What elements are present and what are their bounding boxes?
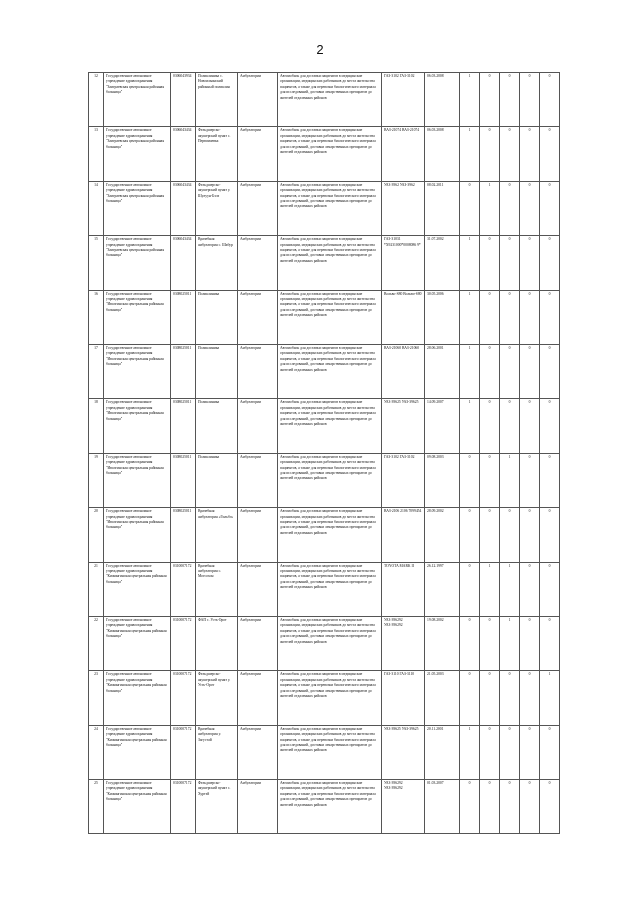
flag-4-cell: 0 (520, 236, 540, 290)
row-number-cell: 15 (89, 236, 104, 290)
flag-1-cell: 0 (460, 780, 480, 834)
flag-5-cell: 0 (540, 616, 560, 670)
inn-code-cell: 0308025011 (171, 399, 196, 453)
vehicle-model-cell: ГАЗ-3102 ГАЗ-3102 (382, 73, 425, 127)
vehicle-purpose-cell: Автомобиль для доставки пациентов в медицинские организации, медицинских работников до места жительства пациентов, а также для перевозки биологического материала для исследований, доставки лекарственных препаратов до жителей отдаленных районов (278, 671, 382, 725)
flag-2-cell: 0 (480, 127, 500, 181)
organization-name-cell: Государственное автономное учреждение здравоохранения "Кижингинская центральная районная больница" (104, 562, 171, 616)
vehicle-purpose-cell: Автомобиль для доставки пациентов в медицинские организации, медицинских работников до места жительства пациентов, а также для перевозки биологического материала для исследований, доставки лекарственных препаратов до жителей отдаленных районов (278, 453, 382, 507)
flag-5-cell: 0 (540, 181, 560, 235)
inn-code-cell: 0308025011 (171, 453, 196, 507)
table-row (89, 344, 560, 398)
flag-5-cell: 0 (540, 290, 560, 344)
facility-name-cell: Поликлиника (196, 290, 238, 344)
inn-code-cell: 0310007172 (171, 562, 196, 616)
flag-3-cell: 0 (500, 344, 520, 398)
vehicle-model-cell: УАЗ-396292 УАЗ-396292 (382, 780, 425, 834)
flag-3-cell: 0 (500, 236, 520, 290)
vehicle-purpose-cell: Автомобиль для доставки пациентов в медицинские организации, медицинских работников до места жительства пациентов, а также для перевозки биологического материала для исследований, доставки лекарственных препаратов до жителей отдаленных районов (278, 508, 382, 562)
flag-1-cell: 0 (460, 453, 480, 507)
table-row (89, 780, 560, 834)
vehicle-purpose-cell: Автомобиль для доставки пациентов в медицинские организации, медицинских работников до места жительства пациентов, а также для перевозки биологического материала для исследований, доставки лекарственных препаратов до жителей отдаленных районов (278, 290, 382, 344)
inn-code-cell: 0306043434 (171, 181, 196, 235)
row-number-cell: 16 (89, 290, 104, 344)
flag-4-cell: 0 (520, 671, 540, 725)
flag-4-cell: 0 (520, 127, 540, 181)
organization-name-cell: Государственное автономное учреждение здравоохранения "Кижингинская центральная районная больница" (104, 780, 171, 834)
flag-4-cell: 0 (520, 399, 540, 453)
flag-3-cell: 0 (500, 671, 520, 725)
flag-3-cell: 0 (500, 780, 520, 834)
flag-4-cell: 0 (520, 344, 540, 398)
table-row (89, 399, 560, 453)
flag-1-cell: 1 (460, 236, 480, 290)
vehicle-purpose-cell: Автомобиль для доставки пациентов в медицинские организации, медицинских работников до места жительства пациентов, а также для перевозки биологического материала для исследований, доставки лекарственных препаратов до жителей отдаленных районов (278, 236, 382, 290)
organization-name-cell: Государственное автономное учреждение здравоохранения "Иволгинская центральная районная больница" (104, 399, 171, 453)
row-number-cell: 22 (89, 616, 104, 670)
row-number-cell: 14 (89, 181, 104, 235)
vehicle-registry-table (88, 72, 560, 834)
flag-1-cell: 0 (460, 508, 480, 562)
flag-2-cell: 0 (480, 616, 500, 670)
registration-date-cell: 30.05.2006 (425, 290, 460, 344)
registration-date-cell: 28.06.2001 (425, 344, 460, 398)
flag-1-cell: 0 (460, 562, 480, 616)
flag-5-cell: 0 (540, 73, 560, 127)
vehicle-model-cell: ГАЗ-3102 ГАЗ-3102 (382, 453, 425, 507)
flag-5-cell: 0 (540, 399, 560, 453)
inn-code-cell: 0310007172 (171, 780, 196, 834)
registration-date-cell: 21.05.2003 (425, 671, 460, 725)
organization-name-cell: Государственное автономное учреждение здравоохранения "Иволгинская центральная районная больница" (104, 290, 171, 344)
flag-2-cell: 0 (480, 236, 500, 290)
flag-5-cell: 1 (540, 671, 560, 725)
organization-name-cell: Государственное автономное учреждение здравоохранения "Заиграевская центральная районная больница" (104, 236, 171, 290)
flag-2-cell: 0 (480, 508, 500, 562)
row-number-cell: 25 (89, 780, 104, 834)
facility-type-cell: Амбулатории (238, 399, 278, 453)
facility-name-cell: Врачебная амбулатория с. Шабур (196, 236, 238, 290)
flag-2-cell: 1 (480, 562, 500, 616)
table-row (89, 127, 560, 181)
flag-4-cell: 0 (520, 725, 540, 779)
facility-type-cell: Амбулатории (238, 562, 278, 616)
flag-1-cell: 1 (460, 725, 480, 779)
row-number-cell: 20 (89, 508, 104, 562)
table-row (89, 236, 560, 290)
flag-5-cell: 0 (540, 236, 560, 290)
facility-name-cell: Поликлиника (196, 399, 238, 453)
table-row (89, 671, 560, 725)
row-number-cell: 21 (89, 562, 104, 616)
flag-3-cell: 0 (500, 508, 520, 562)
flag-5-cell: 0 (540, 780, 560, 834)
facility-name-cell: Поликлиника (196, 453, 238, 507)
vehicle-purpose-cell: Автомобиль для доставки пациентов в медицинские организации, медицинских работников до места жительства пациентов, а также для перевозки биологического материала для исследований, доставки лекарственных препаратов до жителей отдаленных районов (278, 399, 382, 453)
inn-code-cell: 0306043934 (171, 73, 196, 127)
flag-3-cell: 0 (500, 725, 520, 779)
flag-4-cell: 0 (520, 181, 540, 235)
flag-4-cell: 0 (520, 508, 540, 562)
vehicle-model-cell: ГАЗ-3110 ГАЗ-3110 (382, 671, 425, 725)
registration-date-cell: 19.08.2002 (425, 616, 460, 670)
row-number-cell: 19 (89, 453, 104, 507)
vehicle-model-cell: УАЗ-396292 УАЗ-396292 (382, 616, 425, 670)
facility-name-cell: ФАП с. Усть-Орот (196, 616, 238, 670)
table-row (89, 562, 560, 616)
inn-code-cell: 0306043434 (171, 127, 196, 181)
flag-5-cell: 0 (540, 562, 560, 616)
flag-4-cell: 0 (520, 562, 540, 616)
flag-3-cell: 0 (500, 290, 520, 344)
vehicle-model-cell: ГАЗ-31031 *X9231000*0008086 9* (382, 236, 425, 290)
table-row (89, 290, 560, 344)
flag-2-cell: 0 (480, 453, 500, 507)
flag-2-cell: 0 (480, 73, 500, 127)
flag-2-cell: 0 (480, 671, 500, 725)
facility-name-cell: Врачебная амбулатория «Гильбэ» (196, 508, 238, 562)
inn-code-cell: 0308025011 (171, 290, 196, 344)
flag-4-cell: 0 (520, 453, 540, 507)
flag-2-cell: 1 (480, 181, 500, 235)
registration-date-cell: 06.03.2008 (425, 73, 460, 127)
flag-3-cell: 0 (500, 73, 520, 127)
flag-4-cell: 0 (520, 780, 540, 834)
organization-name-cell: Государственное автономное учреждение здравоохранения "Кижингинская центральная районная больница" (104, 671, 171, 725)
table-row (89, 725, 560, 779)
registration-date-cell: 26.12.1997 (425, 562, 460, 616)
flag-2-cell: 0 (480, 780, 500, 834)
vehicle-model-cell: УАЗ-39625 УАЗ-39625 (382, 725, 425, 779)
facility-name-cell: Фельдшерско-акушерский пункт у. Усть-Орот (196, 671, 238, 725)
facility-type-cell: Амбулатории (238, 616, 278, 670)
facility-type-cell: Амбулатории (238, 181, 278, 235)
flag-3-cell: 1 (500, 562, 520, 616)
vehicle-purpose-cell: Автомобиль для доставки пациентов в медицинские организации, медицинских работников до места жительства пациентов, а также для перевозки биологического материала для исследований, доставки лекарственных препаратов до жителей отдаленных районов (278, 616, 382, 670)
flag-1-cell: 0 (460, 181, 480, 235)
row-number-cell: 18 (89, 399, 104, 453)
flag-1-cell: 1 (460, 344, 480, 398)
registration-date-cell: 28.09.2002 (425, 508, 460, 562)
table-row (89, 73, 560, 127)
facility-name-cell: Фельдшерско-акушерский пункт у. Шулуун-Бэлэ (196, 181, 238, 235)
inn-code-cell: 0306043434 (171, 236, 196, 290)
registration-date-cell: 20.11.2001 (425, 725, 460, 779)
vehicle-model-cell: ВАЗ-21060 ВАЗ-21060 (382, 344, 425, 398)
vehicle-purpose-cell: Автомобиль для доставки пациентов в медицинские организации, медицинских работников до места жительства пациентов, а также для перевозки биологического материала для исследований, доставки лекарственных препаратов до жителей отдаленных районов (278, 344, 382, 398)
vehicle-model-cell: ВАЗ-21074 ВАЗ-21074 (382, 127, 425, 181)
vehicle-purpose-cell: Автомобиль для доставки пациентов в медицинские организации, медицинских работников до места жительства пациентов, а также для перевозки биологического материала для исследований, доставки лекарственных препаратов до жителей отдаленных районов (278, 73, 382, 127)
registration-date-cell: 06.03.2008 (425, 127, 460, 181)
page-number: 2 (316, 42, 324, 57)
flag-3-cell: 0 (500, 127, 520, 181)
facility-type-cell: Амбулатории (238, 453, 278, 507)
flag-3-cell: 0 (500, 181, 520, 235)
table-row (89, 453, 560, 507)
row-number-cell: 17 (89, 344, 104, 398)
vehicle-purpose-cell: Автомобиль для доставки пациентов в медицинские организации, медицинских работников до места жительства пациентов, а также для перевозки биологического материала для исследований, доставки лекарственных препаратов до жителей отдаленных районов (278, 780, 382, 834)
flag-5-cell: 0 (540, 453, 560, 507)
row-number-cell: 13 (89, 127, 104, 181)
facility-type-cell: Амбулатории (238, 290, 278, 344)
table-row (89, 616, 560, 670)
vehicle-purpose-cell: Автомобиль для доставки пациентов в медицинские организации, медицинских работников до места жительства пациентов, а также для перевозки биологического материала для исследований, доставки лекарственных препаратов до жителей отдаленных районов (278, 181, 382, 235)
inn-code-cell: 0308025011 (171, 344, 196, 398)
organization-name-cell: Государственное автономное учреждение здравоохранения "Иволгинская центральная районная больница" (104, 344, 171, 398)
flag-4-cell: 0 (520, 290, 540, 344)
flag-2-cell: 0 (480, 725, 500, 779)
facility-type-cell: Амбулатории (238, 671, 278, 725)
registration-date-cell: 01.03.2007 (425, 780, 460, 834)
organization-name-cell: Государственное автономное учреждение здравоохранения "Иволгинская центральная районная больница" (104, 508, 171, 562)
table-row (89, 181, 560, 235)
facility-type-cell: Амбулатории (238, 236, 278, 290)
facility-type-cell: Амбулатории (238, 344, 278, 398)
organization-name-cell: Государственное автономное учреждение здравоохранения "Заиграевская центральная районная больница" (104, 73, 171, 127)
vehicle-purpose-cell: Автомобиль для доставки пациентов в медицинские организации, медицинских работников до места жительства пациентов, а также для перевозки биологического материала для исследований, доставки лекарственных препаратов до жителей отдаленных районов (278, 562, 382, 616)
vehicle-model-cell: ВАЗ-2106 2106 7099454 (382, 508, 425, 562)
flag-5-cell: 0 (540, 127, 560, 181)
registration-date-cell: 08.02.2011 (425, 181, 460, 235)
flag-1-cell: 0 (460, 616, 480, 670)
vehicle-model-cell: TOYOTA MARK II (382, 562, 425, 616)
facility-type-cell: Амбулатории (238, 73, 278, 127)
flag-2-cell: 0 (480, 290, 500, 344)
table-row (89, 508, 560, 562)
flag-4-cell: 0 (520, 616, 540, 670)
facility-type-cell: Амбулатории (238, 508, 278, 562)
organization-name-cell: Государственное автономное учреждение здравоохранения "Заиграевская центральная районная больница" (104, 127, 171, 181)
inn-code-cell: 0310007172 (171, 725, 196, 779)
inn-code-cell: 0308025011 (171, 508, 196, 562)
row-number-cell: 23 (89, 671, 104, 725)
facility-name-cell: Врачебная амбулатория с. Могсохон (196, 562, 238, 616)
flag-2-cell: 0 (480, 399, 500, 453)
row-number-cell: 12 (89, 73, 104, 127)
flag-3-cell: 1 (500, 616, 520, 670)
facility-name-cell: Врачебная амбулатория у. Загустай (196, 725, 238, 779)
facility-name-cell: Фельдшерско-акушерский пункт с. Хуртэй (196, 780, 238, 834)
organization-name-cell: Государственное автономное учреждение здравоохранения "Заиграевская центральная районная больница" (104, 181, 171, 235)
facility-name-cell: Поликлиника (196, 344, 238, 398)
vehicle-purpose-cell: Автомобиль для доставки пациентов в медицинские организации, медицинских работников до места жительства пациентов, а также для перевозки биологического материала для исследований, доставки лекарственных препаратов до жителей отдаленных районов (278, 725, 382, 779)
facility-name-cell: Фельдшерско-акушерский пункт с. Первомаевка (196, 127, 238, 181)
row-number-cell: 24 (89, 725, 104, 779)
flag-5-cell: 0 (540, 508, 560, 562)
facility-type-cell: Амбулатории (238, 780, 278, 834)
flag-1-cell: 1 (460, 399, 480, 453)
facility-name-cell: Поликлиника с. Новоильинский районный поликлин (196, 73, 238, 127)
vehicle-model-cell: Вольво-S80 Вольво-S80 (382, 290, 425, 344)
registration-date-cell: 31.07.2002 (425, 236, 460, 290)
facility-type-cell: Амбулатории (238, 127, 278, 181)
flag-1-cell: 1 (460, 73, 480, 127)
flag-1-cell: 1 (460, 127, 480, 181)
inn-code-cell: 0310007172 (171, 616, 196, 670)
registration-date-cell: 09.08.2003 (425, 453, 460, 507)
organization-name-cell: Государственное автономное учреждение здравоохранения "Иволгинская центральная районная больница" (104, 453, 171, 507)
flag-4-cell: 0 (520, 73, 540, 127)
organization-name-cell: Государственное автономное учреждение здравоохранения "Кижингинская центральная районная больница" (104, 725, 171, 779)
vehicle-model-cell: УАЗ-39625 УАЗ-39625 (382, 399, 425, 453)
flag-2-cell: 0 (480, 344, 500, 398)
vehicle-model-cell: УАЗ-3962 УАЗ-3962 (382, 181, 425, 235)
flag-3-cell: 1 (500, 453, 520, 507)
flag-3-cell: 0 (500, 399, 520, 453)
facility-type-cell: Амбулатории (238, 725, 278, 779)
registration-date-cell: 14.09.2007 (425, 399, 460, 453)
organization-name-cell: Государственное автономное учреждение здравоохранения "Кижингинская центральная районная больница" (104, 616, 171, 670)
inn-code-cell: 0310007172 (171, 671, 196, 725)
flag-5-cell: 0 (540, 725, 560, 779)
flag-1-cell: 1 (460, 290, 480, 344)
flag-1-cell: 0 (460, 671, 480, 725)
flag-5-cell: 0 (540, 344, 560, 398)
vehicle-purpose-cell: Автомобиль для доставки пациентов в медицинские организации, медицинских работников до места жительства пациентов, а также для перевозки биологического материала для исследований, доставки лекарственных препаратов до жителей отдаленных районов (278, 127, 382, 181)
